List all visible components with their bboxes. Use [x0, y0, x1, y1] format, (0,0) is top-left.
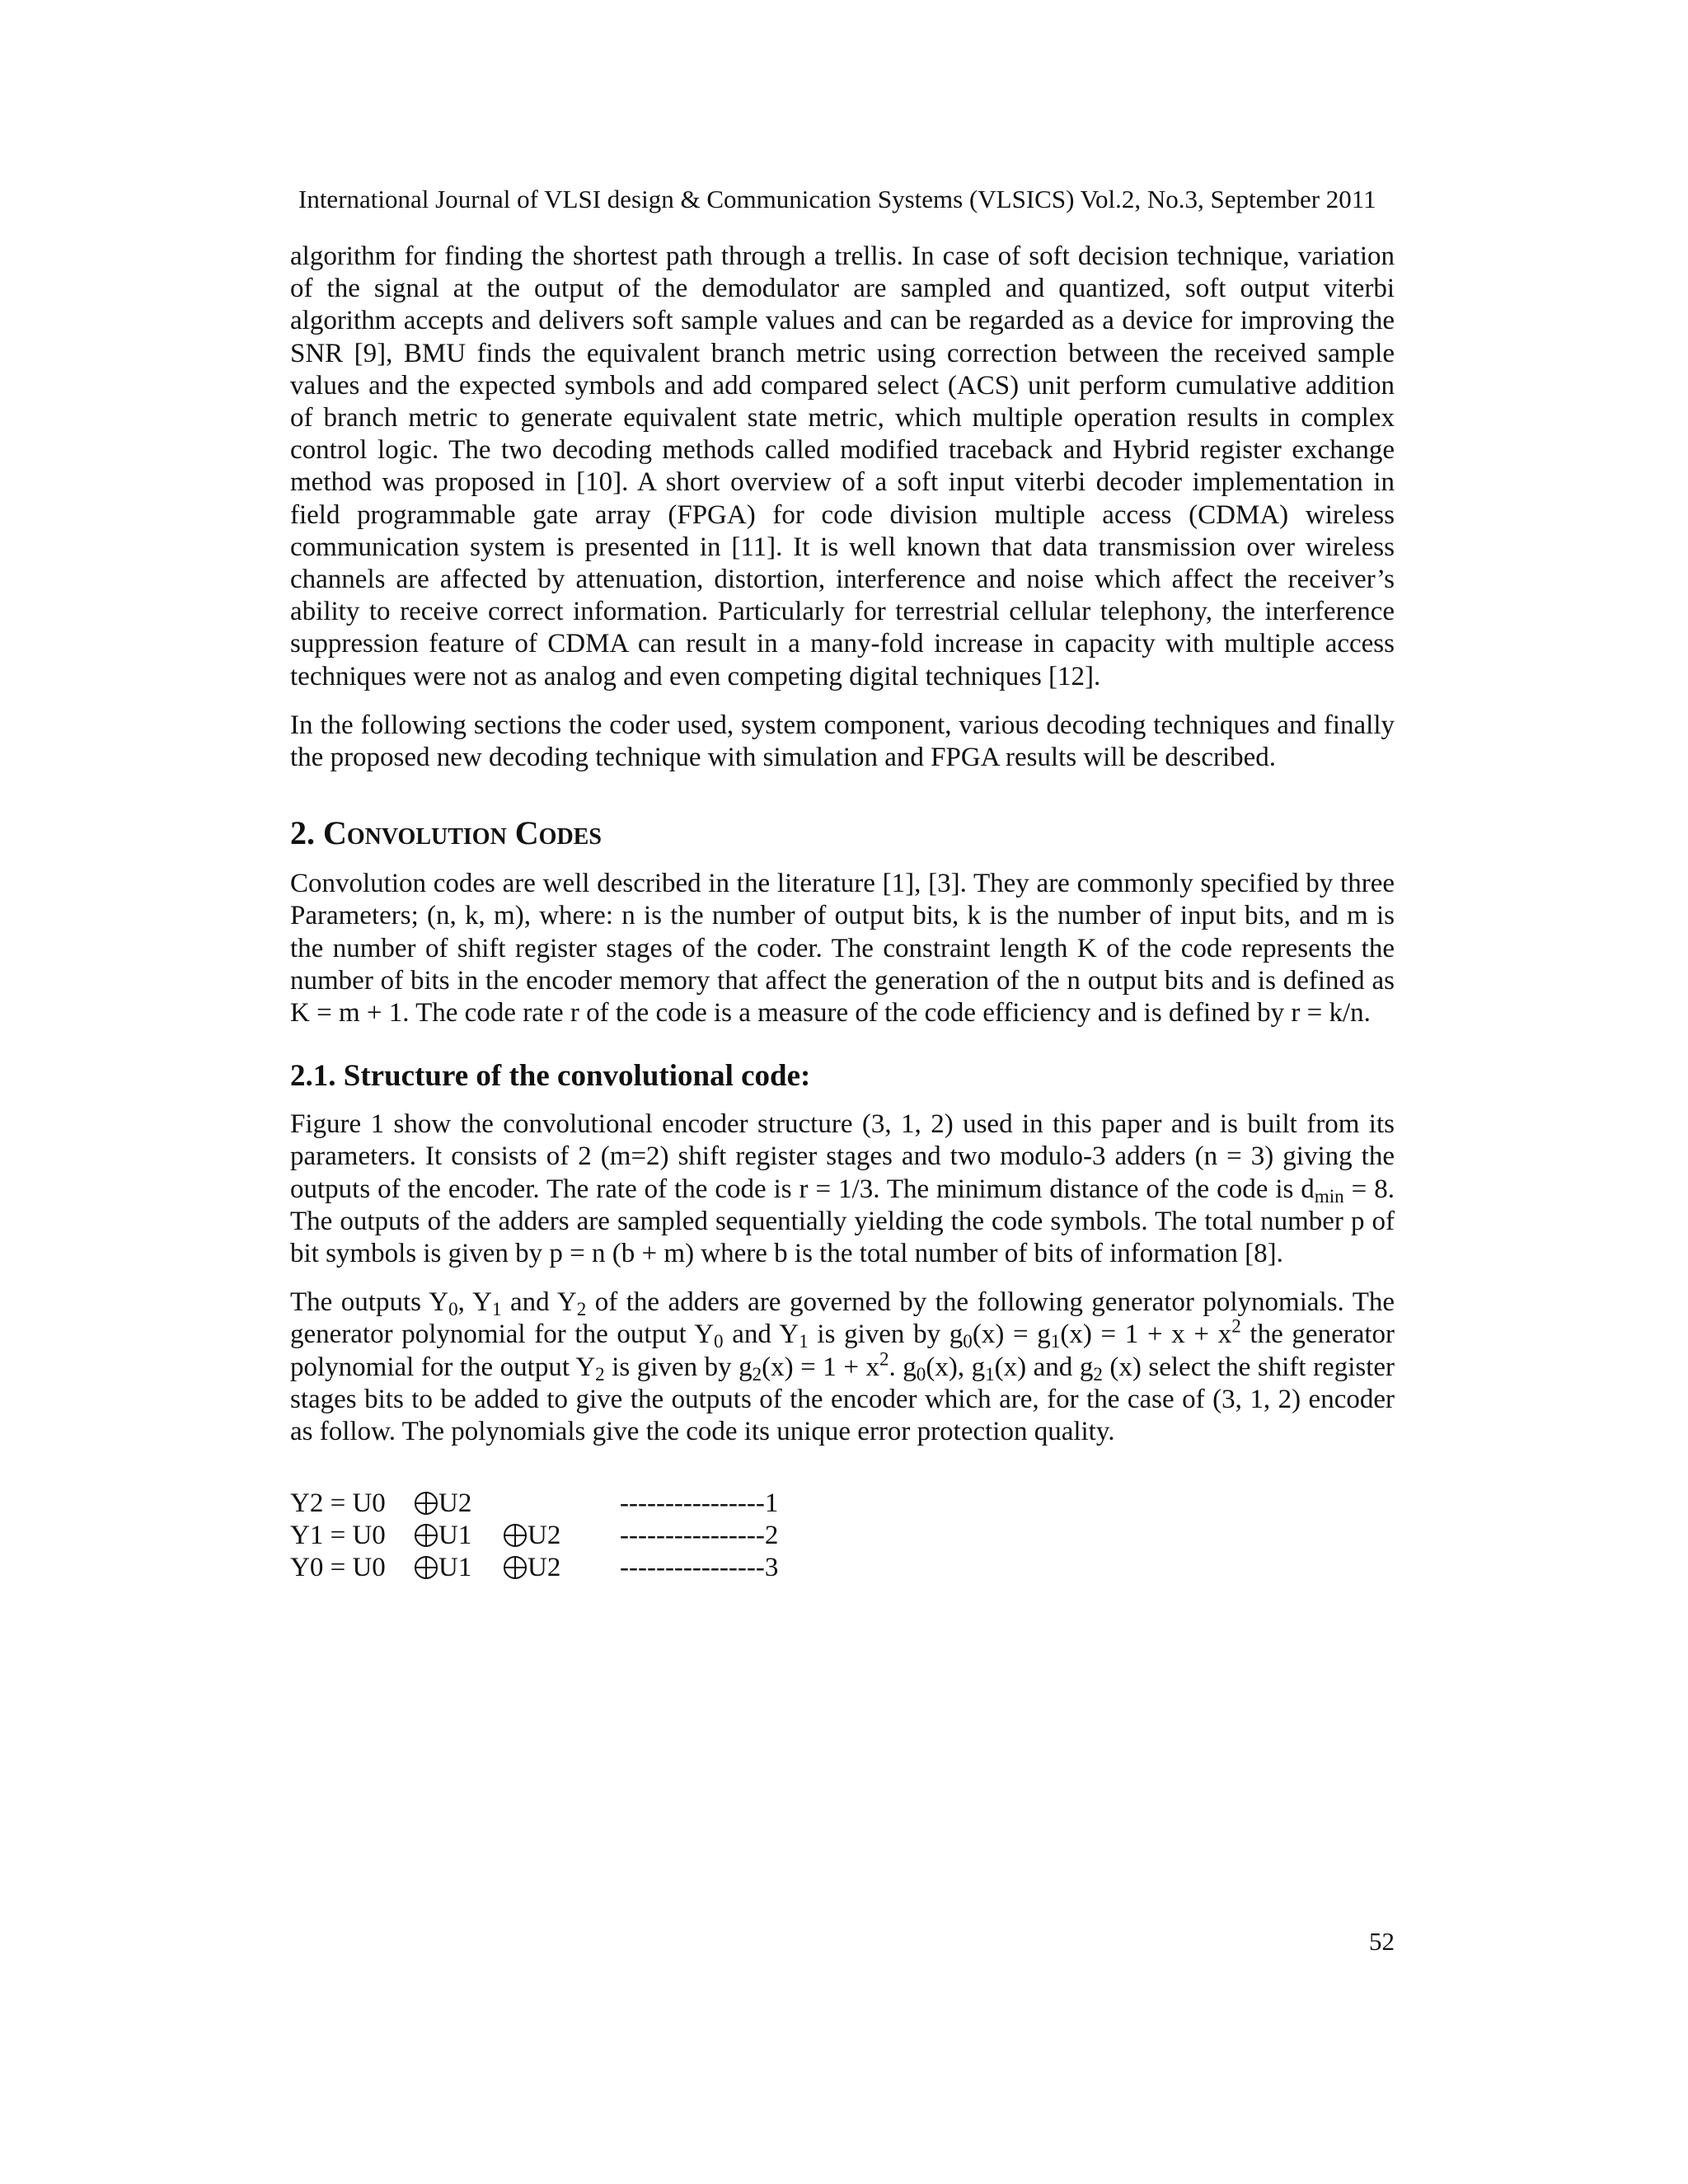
- xor-term: U2: [414, 1488, 471, 1520]
- encoder-equations: [290, 1488, 1395, 1584]
- equation-ref: ----------------2: [620, 1521, 779, 1551]
- section-2-heading: 2. Convolution Codes: [290, 814, 602, 852]
- xor-term: U2: [503, 1552, 560, 1584]
- section-2-1-paragraph-2: The outputs $Y_0$, $Y_1$ and $Y_2$ of the adders are governed by the following generator polynomials. The generator polynomial for the output $Y_0$ and $Y_1$ is given by $g_0(x) = g_1(x) = 1 + x + x^2$ the generator polynomial for the output $Y_2$ is given by $g_2(x) = 1 + x^2$. $g_0(x)$, $g_1(x)$ and $g_2$ (x) select the shift register stages bits to be added to give the outputs of the encoder which are, for the case of (3, 1, 2) encoder as follow. The polynomials give the code its unique error protection quality.: [290, 1287, 1395, 1447]
- page-number: 52: [1369, 1927, 1395, 1956]
- section-2-1-paragraph-1: Figure 1 show the convolutional encoder structure (3, 1, 2) used in this paper and is built from its parameters. It consists of 2 (m=2) shift register stages and two modulo-3 adders (n = 3) giving the outputs of the encoder. The rate of the code is r = 1/3. The minimum distance of the code is $d_{min} = 8$. The outputs of the adders are sampled sequentially yielding the code symbols. The total number p of bit symbols is given by p = n (b + m) where b is the total number of bits of information [8].: [290, 1109, 1395, 1269]
- equation-row: [290, 1552, 1395, 1584]
- equation-lhs: Y2 = U0: [290, 1488, 386, 1519]
- section-2-paragraph: Convolution codes are well described in the literature [1], [3]. They are commonly specified by three Parameters; (n, k, m), where: n is the number of output bits, k is the number of input bits, and m is the number of shift register stages of the coder. The constraint length K of the code represents the number of bits in the encoder memory that affect the generation of the n output bits and is defined as K = m + 1. The code rate r of the code is a measure of the code efficiency and is defined by r = k/n.: [290, 869, 1395, 1029]
- xor-icon: [414, 1555, 438, 1580]
- equation-row: [290, 1488, 1395, 1520]
- xor-icon: [503, 1555, 528, 1580]
- xor-term: U2: [503, 1520, 560, 1552]
- intro-paragraph-1: algorithm for finding the shortest path through a trellis. In case of soft decision technique, variation of the signal at the output of the demodulator are sampled and quantized, soft output viterbi algorithm accepts and delivers soft sample values and can be regarded as a device for improving the SNR [9], BMU finds the equivalent branch metric using correction between the received sample values and the expected symbols and add compared select (ACS) unit perform cumulative addition of branch metric to generate equivalent state metric, which multiple operation results in complex control logic. The two decoding methods called modified traceback and Hybrid register exchange method was proposed in [10]. A short overview of a soft input viterbi decoder implementation in field programmable gate array (FPGA) for code division multiple access (CDMA) wireless communication system is presented in [11]. It is well known that data transmission over wireless channels are affected by attenuation, distortion, interference and noise which affect the receiver’s ability to receive correct information. Particularly for terrestrial cellular telephony, the interference suppression feature of CDMA can result in a many-fold increase in capacity with multiple access techniques were not as analog and even competing digital techniques [12].: [290, 241, 1395, 691]
- section-2-1-heading: 2.1. Structure of the convolutional code:: [290, 1059, 811, 1094]
- body-text: [290, 241, 1395, 1584]
- xor-icon: [503, 1523, 528, 1548]
- running-head: International Journal of VLSI design & Communication Systems (VLSICS) Vol.2, No.3, September 2011: [298, 185, 1376, 213]
- equation-ref: ----------------1: [620, 1488, 779, 1519]
- xor-term: U1: [414, 1552, 471, 1584]
- xor-term: U1: [414, 1520, 471, 1552]
- xor-icon: [414, 1523, 438, 1548]
- intro-paragraph-2: In the following sections the coder used, system component, various decoding techniques and finally the proposed new decoding technique with simulation and FPGA results will be described.: [290, 710, 1395, 773]
- equation-lhs: Y0 = U0: [290, 1553, 386, 1583]
- xor-icon: [414, 1491, 438, 1516]
- equation-row: [290, 1520, 1395, 1552]
- equation-lhs: Y1 = U0: [290, 1521, 386, 1551]
- equation-ref: ----------------3: [620, 1553, 779, 1583]
